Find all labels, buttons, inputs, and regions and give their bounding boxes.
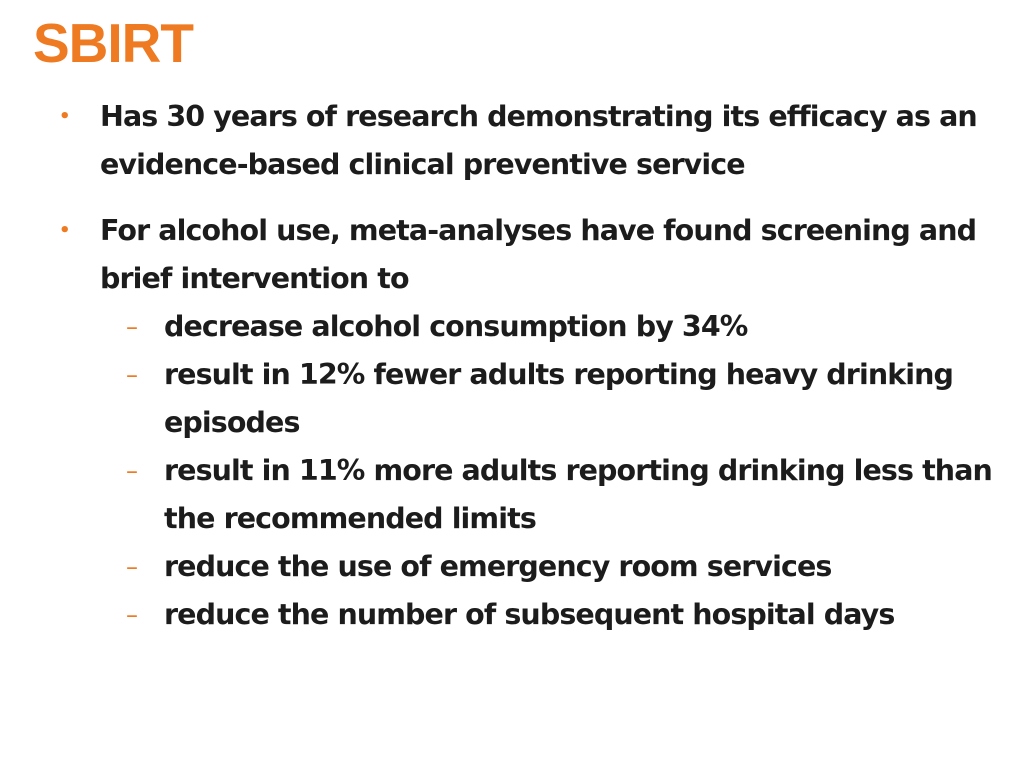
bullet-item — [0, 207, 1024, 303]
sub-bullet-text: reduce the use of emergency room services — [164, 550, 832, 583]
dash-icon: – — [126, 313, 138, 341]
sub-bullet-text: result in 12% fewer adults reporting heavy drinking episodes — [164, 358, 954, 439]
slide-title: SBIRT — [33, 12, 193, 74]
sub-bullet-text: reduce the number of subsequent hospital days — [164, 598, 895, 631]
bullet-dot-icon: • — [59, 220, 70, 241]
bullet-dot-icon: • — [59, 106, 70, 127]
bullet-text: Has 30 years of research demonstrating its efficacy as an evidence-based clinical preventive service — [100, 100, 977, 181]
sub-bullet-text: result in 11% more adults reporting drinking less than the recommended limits — [164, 454, 992, 535]
sub-bullet-item — [0, 303, 1024, 351]
bullet-text: For alcohol use, meta-analyses have found screening and brief intervention to — [100, 214, 977, 295]
sub-bullet-text: decrease alcohol consumption by 34% — [164, 310, 748, 343]
sub-bullet-item — [0, 447, 1024, 543]
sub-bullet-item — [0, 351, 1024, 447]
sub-bullet-item — [0, 591, 1024, 639]
sub-bullet-item — [0, 543, 1024, 591]
dash-icon: – — [126, 457, 138, 485]
dash-icon: – — [126, 601, 138, 629]
slide-content — [0, 93, 1024, 639]
dash-icon: – — [126, 361, 138, 389]
dash-icon: – — [126, 553, 138, 581]
bullet-item — [0, 93, 1024, 189]
